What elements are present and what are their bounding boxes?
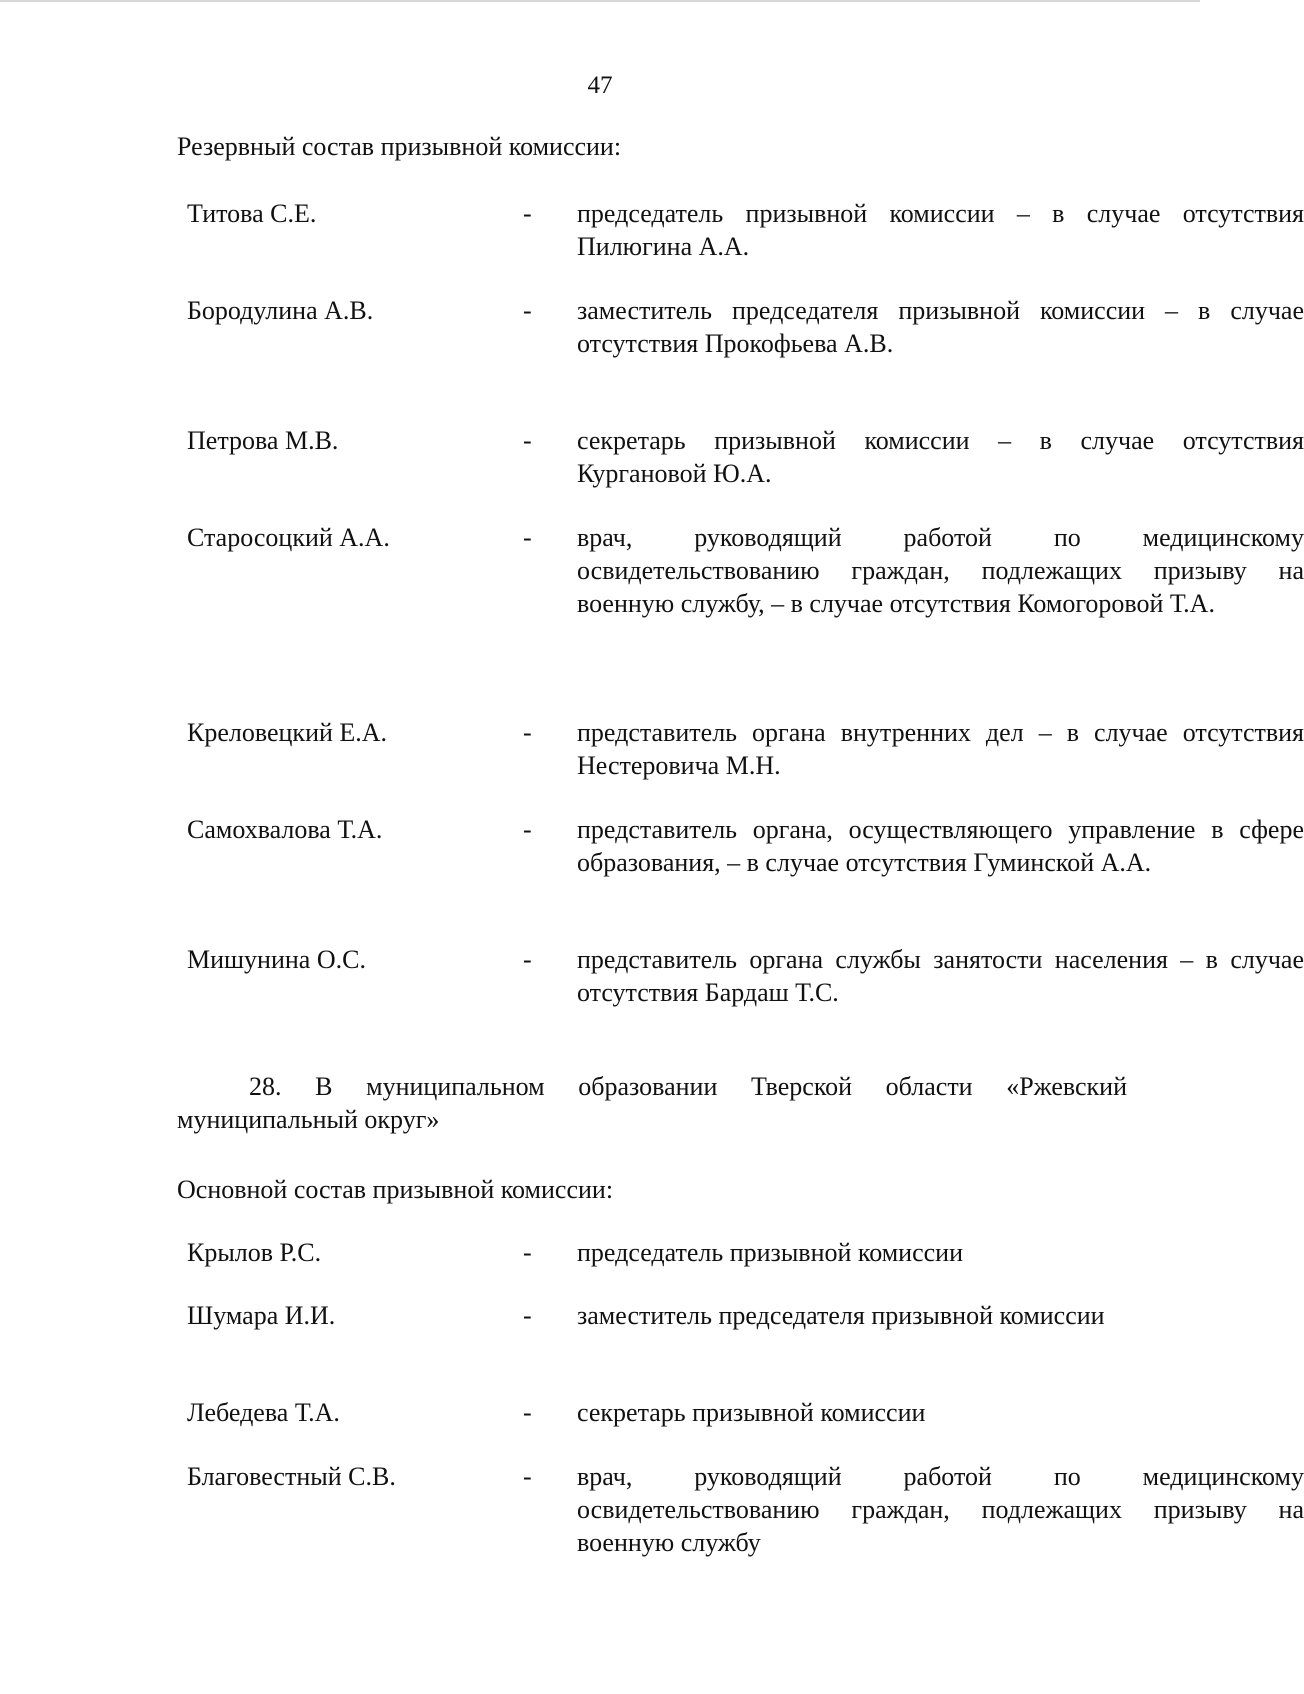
main-composition-heading: Основной состав призывной комиссии: (177, 1175, 614, 1204)
member-name: Самохвалова Т.А. (187, 815, 383, 844)
member-name: Благовестный С.В. (187, 1462, 396, 1491)
member-row (187, 197, 1304, 261)
member-name: Бородулина А.В. (187, 296, 374, 325)
member-name: Петрова М.В. (187, 426, 339, 455)
member-dash: - (523, 1462, 532, 1491)
member-row (187, 294, 1304, 358)
member-name: Мишунина О.С. (187, 945, 366, 974)
member-row (187, 943, 1304, 1007)
member-name: Креловецкий Е.А. (187, 718, 388, 747)
member-name: Старосоцкий А.А. (187, 523, 390, 552)
member-dash: - (523, 199, 532, 228)
member-dash: - (523, 523, 532, 552)
member-name: Лебедева Т.А. (187, 1398, 340, 1427)
member-name: Титова С.Е. (187, 199, 317, 228)
member-dash: - (523, 945, 532, 974)
member-row (187, 716, 1304, 780)
member-role: председатель призывной комиссии – в случае отсутствия Пилюгина А.А. (577, 199, 1304, 261)
member-row (187, 813, 1304, 877)
member-row (187, 424, 1304, 488)
member-role: представитель органа внутренних дел – в случае отсутствия Нестеровича М.Н. (577, 718, 1304, 780)
member-role: секретарь призывной комиссии – в случае отсутствия Кургановой Ю.А. (577, 426, 1304, 488)
member-row (187, 521, 1304, 618)
member-dash: - (523, 296, 532, 325)
member-role: врач, руководящий работой по медицинскому освидетельствованию граждан, подлежащих призыву на военную службу (577, 1462, 1304, 1557)
member-role: представитель органа, осуществляющего управление в сфере образования, – в случае отсутствия Гуминской А.А. (577, 815, 1304, 877)
section-28-paragraph: 28. В муниципальном образовании Тверской области «Ржевский муниципальный округ» (177, 1072, 1127, 1134)
member-role: секретарь призывной комиссии (577, 1398, 926, 1427)
member-role: врач, руководящий работой по медицинскому освидетельствованию граждан, подлежащих призыву на военную службу, – в случае отсутствия Комогоровой Т.А. (577, 523, 1304, 618)
member-row (187, 1396, 1117, 1427)
member-role: председатель призывной комиссии (577, 1238, 963, 1267)
member-role: заместитель председателя призывной комиссии (577, 1301, 1105, 1330)
member-role: заместитель председателя призывной комиссии – в случае отсутствия Прокофьева А.В. (577, 296, 1304, 358)
member-name: Шумара И.И. (187, 1301, 336, 1330)
member-dash: - (523, 815, 532, 844)
scan-edge (0, 0, 1200, 2)
member-dash: - (523, 718, 532, 747)
member-dash: - (523, 1238, 532, 1267)
reserve-composition-heading: Резервный состав призывной комиссии: (177, 132, 622, 161)
member-row (187, 1299, 1117, 1330)
member-dash: - (523, 1398, 532, 1427)
member-dash: - (523, 1301, 532, 1330)
member-name: Крылов Р.С. (187, 1238, 322, 1267)
member-dash: - (523, 426, 532, 455)
member-row (187, 1460, 1304, 1557)
member-row (187, 1236, 1117, 1267)
member-role: представитель органа службы занятости населения – в случае отсутствия Бардаш Т.С. (577, 945, 1304, 1007)
page-number: 47 (587, 72, 613, 99)
